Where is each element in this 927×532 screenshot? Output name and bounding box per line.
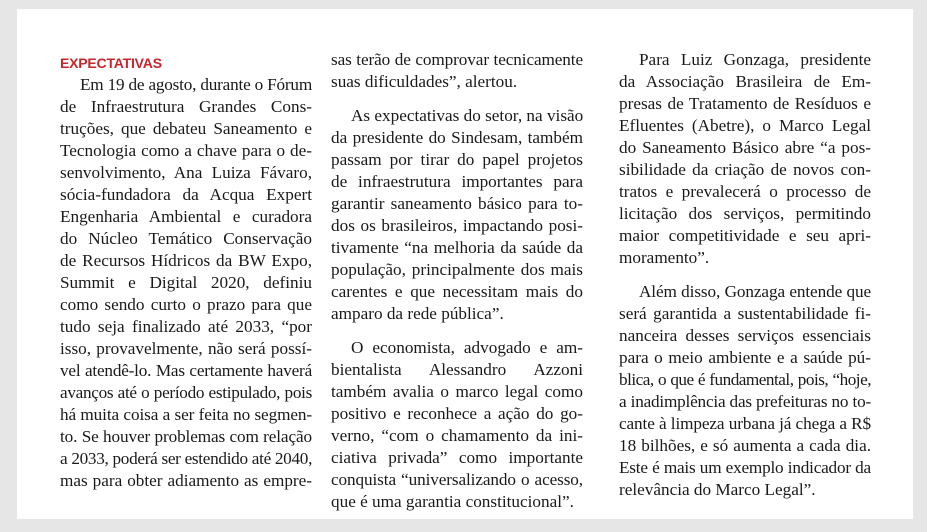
text-line: truções, que debateu Saneamento e [60, 119, 312, 138]
text-line: mas para obter adiamento as empre- [60, 471, 312, 490]
text-line: presas de Tratamento de Resíduos e [619, 94, 871, 113]
text-line: também avalia o marco legal como [331, 382, 583, 401]
paragraph-gap [331, 93, 583, 105]
text-line: maior competitividade e seu apri- [619, 226, 871, 245]
text-line: verno, “com o chamamento da ini- [331, 426, 583, 445]
text-line: de Infraestrutura Grandes Cons- [60, 97, 312, 116]
text-line: será garantida a sustentabilidade fi- [619, 304, 871, 323]
text-line: moramento”. [619, 248, 710, 267]
text-line: dos os brasileiros, impactando posi- [331, 216, 583, 235]
text-line: sas terão de comprovar tecnicamente [331, 50, 583, 69]
text-line: vel atendê-lo. Mas certamente haverá [60, 361, 312, 380]
text-line: Summit e Digital 2020, definiu [60, 273, 312, 292]
text-line: da presidente do Sindesam, também [331, 128, 583, 147]
text-line: isso, provavelmente, não será possí- [60, 339, 312, 358]
text-line: sibilidade da criação de novos con- [619, 160, 871, 179]
text-line: sócia-fundadora da Acqua Expert [60, 185, 312, 204]
text-line: garantir saneamento básico para to- [331, 194, 583, 213]
text-line: há muita coisa a ser feita no segmen- [60, 405, 312, 424]
text-line: a 2033, poderá ser estendido até 2040, [60, 449, 313, 468]
magazine-page [17, 9, 913, 519]
text-line: do Núcleo Temático Conservação [60, 229, 312, 248]
text-line: do Saneamento Básico abre “a pos- [619, 138, 871, 157]
text-line: to. Se houver problemas com relação [60, 427, 312, 446]
text-line: suas dificuldades”, alertou. [331, 72, 518, 91]
text-line: como sendo curto o prazo para que [60, 295, 312, 314]
article-column-1 [60, 52, 312, 492]
text-line: 18 bilhões, e só aumenta a cada dia. [619, 436, 871, 455]
text-line: avanços até o período estipulado, pois [60, 383, 312, 402]
paragraph-gap [619, 269, 871, 281]
text-line: Tecnologia como a chave para o de- [60, 141, 312, 160]
text-line: Engenharia Ambiental e curadora [60, 207, 312, 226]
text-line: passam por tirar do papel projetos [331, 150, 583, 169]
text-line: Além disso, Gonzaga entende que [639, 282, 871, 301]
article-column-3 [619, 49, 871, 501]
text-line: positivo e reconhece a ação do go- [331, 404, 583, 423]
section-label: EXPECTATIVAS [60, 55, 162, 71]
text-line: Este é mais um exemplo indicador da [619, 458, 871, 477]
text-line: Em 19 de agosto, durante o Fórum [80, 75, 312, 94]
text-line: de Recursos Hídricos da BW Expo, [60, 251, 312, 270]
text-line: conquista “universalizando o acesso, [331, 470, 583, 489]
text-line: tivamente “na melhoria da saúde da [331, 238, 583, 257]
text-line: As expectativas do setor, na visão [351, 106, 584, 125]
text-line: Para Luiz Gonzaga, presidente [639, 50, 871, 69]
text-line: população, principalmente dos mais [331, 260, 583, 279]
article-column-2 [331, 49, 583, 513]
paragraph-gap [331, 325, 583, 337]
text-line: a inadimplência das prefeituras no to- [619, 392, 871, 411]
text-line: blica, o que é fundamental, pois, “hoje, [619, 370, 871, 389]
text-line: para o meio ambiente e a saúde pú- [619, 348, 871, 367]
text-line: bientalista Alessandro Azzoni [331, 360, 583, 379]
text-line: licitação dos serviços, permitindo [619, 204, 871, 223]
text-line: que é uma garantia constitucional”. [331, 492, 574, 511]
text-line: cante à limpeza urbana já chega a R$ [619, 414, 871, 433]
text-line: de infraestrutura importantes para [331, 172, 583, 191]
text-line: relevância do Marco Legal”. [619, 480, 816, 499]
text-line: tratos e prevalecerá o processo de [619, 182, 871, 201]
text-line: da Associação Brasileira de Em- [619, 72, 871, 91]
text-line: O economista, advogado e am- [351, 338, 583, 357]
text-line: carentes e que necessitam mais do [331, 282, 583, 301]
text-line: senvolvimento, Ana Luiza Fávaro, [60, 163, 312, 182]
text-line: ciativa privada” como importante [331, 448, 583, 467]
text-line: tudo seja finalizado até 2033, “por [60, 317, 312, 336]
text-line: amparo da rede pública”. [331, 304, 504, 323]
text-line: nanceira desses serviços essenciais [619, 326, 871, 345]
text-line: Efluentes (Abetre), o Marco Legal [619, 116, 871, 135]
